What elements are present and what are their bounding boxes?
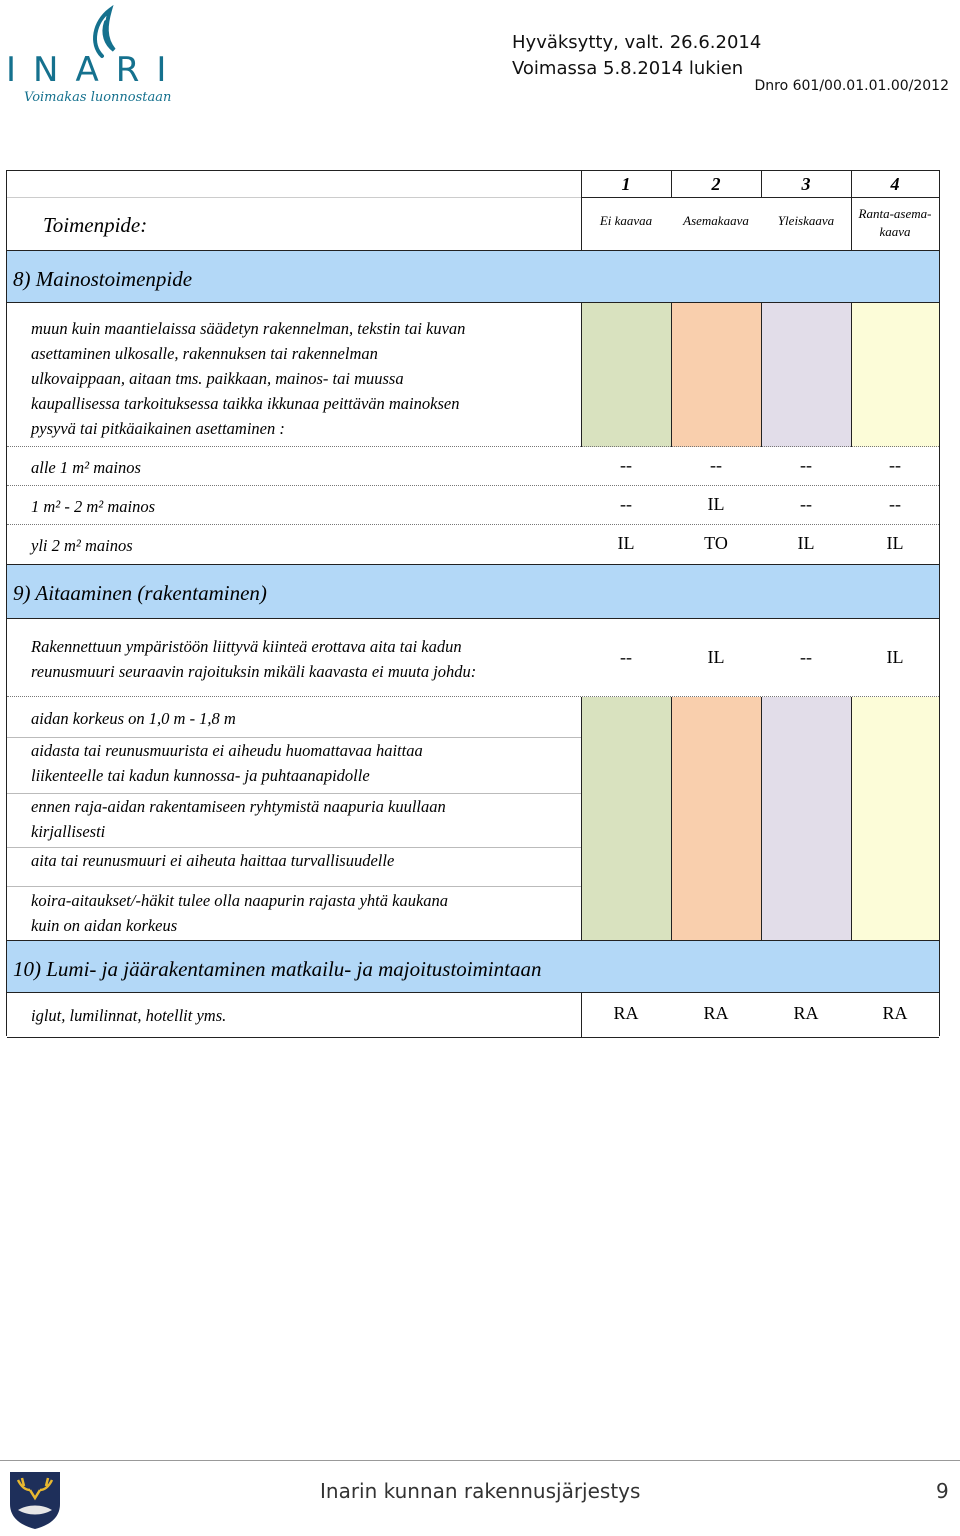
section-8-intro-line-5: pysyvä tai pitkäaikainen asettaminen :	[31, 419, 285, 438]
col-3-shade	[761, 303, 851, 447]
cell-col-3: --	[800, 494, 812, 514]
cell-col-3: RA	[793, 1003, 819, 1023]
section-8-intro-line-3: ulkovaippaan, aitaan tms. paikkaan, mainos- tai muussa	[31, 369, 404, 388]
col-4-shade	[851, 697, 939, 941]
condition-neighbour-line-2: kirjallisesti	[31, 822, 106, 841]
cell-col-1: --	[620, 494, 632, 514]
col-2-shade	[671, 303, 761, 447]
section-10-title: 10) Lumi- ja jäärakentaminen matkailu- ja majoitustoimintaan	[13, 957, 542, 981]
cell-col-4: --	[889, 455, 901, 475]
cell-col-2: IL	[707, 647, 725, 667]
cell-col-1: --	[620, 647, 632, 667]
cell-col-4: IL	[886, 533, 904, 553]
table-row	[7, 485, 939, 525]
approval-stamp	[512, 30, 761, 82]
table-header-row	[7, 170, 939, 251]
col-3-shade	[761, 697, 851, 941]
col-2-shade	[671, 697, 761, 941]
section-8-intro-row	[7, 302, 939, 447]
coat-of-arms-icon	[8, 1470, 62, 1530]
condition-dog-line-2: kuin on aidan korkeus	[31, 916, 178, 935]
cell-col-2: IL	[707, 494, 725, 514]
logo-wordmark: INARI	[6, 50, 184, 90]
section-10-header	[7, 940, 939, 993]
table-row	[7, 992, 939, 1038]
condition-safety: aita tai reunusmuuri ei aiheuta haittaa turvallisuudelle	[31, 851, 395, 870]
row-label: iglut, lumilinnat, hotellit yms.	[31, 1006, 227, 1025]
condition-dog-line-1: koira-aitaukset/-häkit tulee olla naapurin rajasta yhtä kaukana	[31, 891, 449, 910]
column-3-header: 3 Yleiskaava	[777, 174, 835, 228]
page-number: 9	[936, 1479, 949, 1503]
col-1-shade	[581, 697, 671, 941]
table-row	[7, 524, 939, 565]
section-9-intro-row	[7, 618, 939, 697]
section-9-intro-line-1: Rakennettuun ympäristöön liittyvä kiinteä erottava aita tai kadun	[31, 637, 462, 656]
column-2-header: 2 Asemakaava	[683, 174, 749, 228]
cell-col-3: --	[800, 455, 812, 475]
condition-height: aidan korkeus on 1,0 m - 1,8 m	[31, 709, 236, 728]
regulation-table	[6, 170, 940, 1036]
approved-date: Hyväksytty, valt. 26.6.2014	[512, 32, 762, 53]
inari-logo	[6, 4, 186, 104]
section-9-header	[7, 564, 939, 619]
cell-col-4: IL	[886, 647, 904, 667]
col-4-shade	[851, 303, 939, 447]
cell-col-1: RA	[613, 1003, 639, 1023]
row-label: alle 1 m² mainos	[31, 458, 141, 477]
cell-col-4: RA	[882, 1003, 908, 1023]
cell-col-1: IL	[617, 533, 635, 553]
cell-col-3: --	[800, 647, 812, 667]
column-4-header: 4 Ranta-asema- kaava	[858, 174, 932, 239]
footer-divider	[0, 1460, 960, 1461]
section-8-title: 8) Mainostoimenpide	[13, 267, 193, 291]
section-9-conditions	[7, 696, 939, 941]
condition-traffic-line-2: liikenteelle tai kadun kunnossa- ja puhtaanapidolle	[31, 766, 370, 785]
cell-col-1: --	[620, 455, 632, 475]
valid-from-date: Voimassa 5.8.2014 lukien	[512, 58, 744, 79]
section-9-title: 9) Aitaaminen (rakentaminen)	[13, 581, 267, 605]
section-8-header	[7, 250, 939, 303]
section-8-intro-line-1: muun kuin maantielaissa säädetyn rakennelman, tekstin tai kuvan	[31, 319, 466, 338]
section-9-intro-line-2: reunusmuuri seuraavin rajoituksin mikäli kaavasta ei muuta johdu:	[31, 662, 477, 681]
cell-col-4: --	[889, 494, 901, 514]
footer-title: Inarin kunnan rakennusjärjestys	[320, 1479, 641, 1503]
condition-neighbour-line-1: ennen raja-aidan rakentamiseen ryhtymistä naapuria kuullaan	[31, 797, 446, 816]
logo-tagline: Voimakas luonnostaan	[24, 90, 172, 105]
col-1-shade	[581, 303, 671, 447]
table-row	[7, 446, 939, 486]
cell-col-3: IL	[797, 533, 815, 553]
cell-col-2: --	[710, 455, 722, 475]
row-label: 1 m² - 2 m² mainos	[31, 497, 156, 516]
cell-col-2: RA	[703, 1003, 729, 1023]
head-label: Toimenpide:	[43, 213, 148, 237]
section-8-intro-line-4: kaupallisessa tarkoituksessa taikka ikkunaa peittävän mainoksen	[31, 394, 460, 413]
column-1-header: 1 Ei kaavaa	[599, 174, 653, 228]
document-number: Dnro 601/00.01.01.00/2012	[754, 78, 949, 94]
row-label: yli 2 m² mainos	[31, 536, 133, 555]
cell-col-2: TO	[704, 533, 728, 553]
condition-traffic-line-1: aidasta tai reunusmuurista ei aiheudu huomattavaa haittaa	[31, 741, 423, 760]
section-8-intro-line-2: asettaminen ulkosalle, rakennuksen tai rakennelman	[31, 344, 378, 363]
